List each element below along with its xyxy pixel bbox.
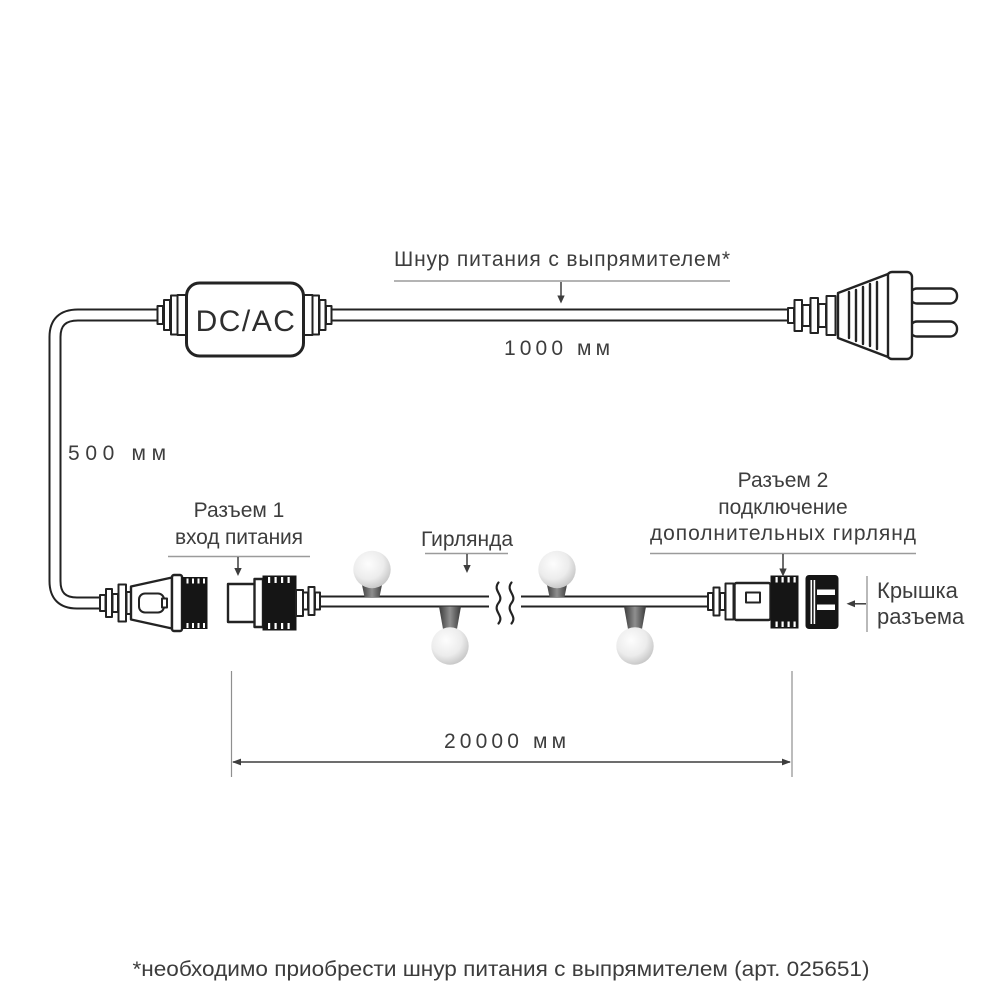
garland-inlet-connector: [228, 576, 320, 630]
connector2-nut: [263, 576, 296, 630]
plug-face: [887, 272, 912, 359]
connector1-pin-notch: [162, 599, 167, 608]
left-arrow-icon: [232, 759, 241, 766]
connector-cap: [806, 576, 838, 629]
connector1-nut: [182, 578, 207, 629]
cap-label-line1: Крышка: [877, 578, 958, 603]
connector1-pin-outline: [139, 594, 164, 613]
connector2-strain-relief: [303, 587, 320, 615]
cap-callout: [847, 576, 965, 632]
left-arrow-icon: [847, 600, 856, 607]
dc-ac-adapter: [158, 283, 332, 356]
bulb: [538, 551, 575, 588]
bulb: [431, 627, 468, 664]
plug-prong-top: [910, 289, 957, 304]
connector2-tip: [228, 584, 255, 622]
connector2-collar: [296, 590, 303, 616]
garland-end-connector: [708, 576, 798, 628]
strain-relief-right: [313, 296, 332, 335]
connector1-strain-relief: [100, 585, 131, 622]
plug-prong-bottom: [910, 322, 957, 337]
garland-callout: [421, 528, 513, 573]
garland-dimension: [232, 671, 793, 777]
power-cord-callout: [394, 248, 730, 360]
down-arrow-icon: [779, 569, 786, 577]
bulb: [353, 551, 390, 588]
connector2-title: Разъем 2: [737, 469, 829, 492]
down-arrow-icon: [463, 565, 470, 573]
end-connector-strain-relief: [708, 584, 734, 620]
connector1-subtitle: вход питания: [175, 526, 303, 549]
power-cord-length-label: 1000 мм: [504, 337, 610, 360]
right-arrow-icon: [782, 759, 791, 766]
connector2-line2: подключение: [718, 496, 848, 519]
end-connector-nut: [771, 576, 798, 628]
connector1-flange: [172, 575, 182, 631]
bulb: [616, 627, 653, 664]
power-input-connector: [100, 575, 207, 631]
plug-strain-relief: [788, 296, 836, 335]
adapter-label: DC/AC: [195, 305, 297, 338]
connector1-callout: [168, 499, 310, 576]
connector1-title: Разъем 1: [193, 499, 285, 522]
footnote: *необходимо приобрести шнур питания с выпрямителем (арт. 025651): [132, 957, 870, 981]
garland-length-label: 20000 мм: [444, 730, 566, 753]
connector2-line3: дополнительных гирлянд: [650, 522, 916, 545]
connector2-callout: [650, 469, 916, 577]
lead-length-label: 500 мм: [68, 442, 166, 465]
down-arrow-icon: [234, 568, 241, 576]
garland-label: Гирлянда: [420, 528, 514, 551]
power-cord-label: Шнур питания с выпрямителем*: [394, 248, 730, 271]
strain-relief-left: [158, 296, 178, 335]
cap-label-line2: разъема: [877, 604, 965, 629]
end-connector-latch: [746, 593, 760, 603]
down-arrow-icon: [557, 296, 564, 304]
power-plug: [788, 272, 957, 359]
connector2-flange: [255, 579, 264, 627]
cable-break-icon: [489, 583, 521, 624]
